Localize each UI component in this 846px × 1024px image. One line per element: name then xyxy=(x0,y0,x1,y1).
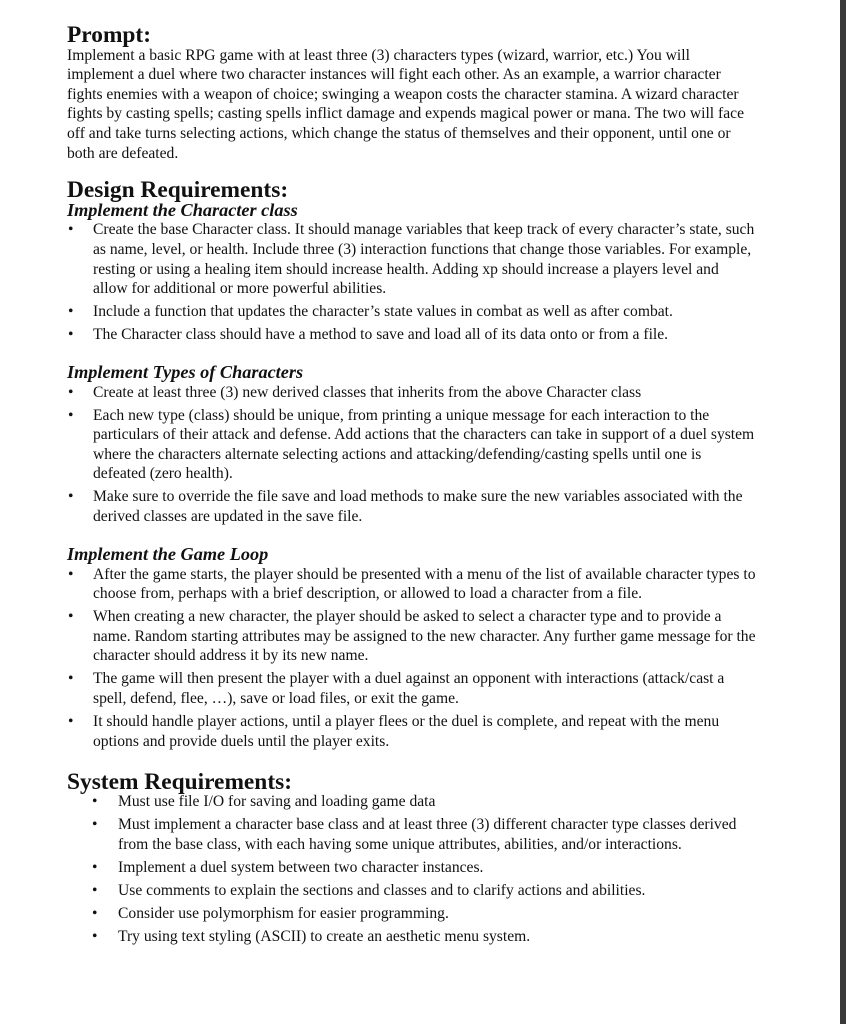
design-requirements-heading: Design Requirements: xyxy=(67,177,289,204)
list-item: • Must implement a character base class and at least three (3) different character type classes derived from the base class, with each having some unique attributes, abilities, and/or interactions. xyxy=(67,815,757,854)
list-item: • Each new type (class) should be unique, from printing a unique message for each interaction to the particulars of their attack and defense. Add actions that the characters can take in support of a duel system where the characters alternate selecting actions and attacking/defending/casting spells until one is defeated (zero health). xyxy=(67,406,757,484)
character-class-title: Implement the Character class xyxy=(67,199,298,220)
list-item: • Make sure to override the file save and load methods to make sure the new variables associated with the derived classes are updated in the save file. xyxy=(67,487,757,526)
list-item: • The Character class should have a method to save and load all of its data onto or from a file. xyxy=(67,325,757,345)
list-item: • It should handle player actions, until a player flees or the duel is complete, and repeat with the menu options and provide duels until the player exits. xyxy=(67,712,757,751)
system-requirements-list xyxy=(67,792,757,946)
list-item: • Create the base Character class. It should manage variables that keep track of every character’s state, such as name, level, or health. Include three (3) interaction functions that change those variables. For example, resting or using a healing item should increase health. Adding xp should increase a players level and allow for additional or more powerful abilities. xyxy=(67,220,757,298)
list-item: • Include a function that updates the character’s state values in combat as well as after combat. xyxy=(67,302,757,322)
character-types-title: Implement Types of Characters xyxy=(67,362,304,383)
list-item: • Use comments to explain the sections and classes and to clarify actions and abilities. xyxy=(67,881,757,901)
design-requirements-section xyxy=(67,177,757,751)
system-requirements-heading: System Requirements: xyxy=(67,768,292,795)
game-loop-list xyxy=(67,565,757,752)
list-item: • After the game starts, the player should be presented with a menu of the list of available character types to choose from, perhaps with a brief description, or allowed to load a character from a file. xyxy=(67,565,757,604)
character-class-list xyxy=(67,220,757,344)
document-page xyxy=(67,22,757,950)
list-item: • Create at least three (3) new derived classes that inherits from the above Character class xyxy=(67,383,757,403)
list-item: • Try using text styling (ASCII) to create an aesthetic menu system. xyxy=(67,927,757,947)
page-edge-border xyxy=(840,0,846,1024)
system-requirements-section xyxy=(67,768,757,947)
list-item: • The game will then present the player with a duel against an opponent with interactions (attack/cast a spell, defend, flee, …), save or load files, or exit the game. xyxy=(67,669,757,708)
character-class-subsection xyxy=(67,201,757,345)
prompt-section xyxy=(67,22,757,163)
character-types-subsection xyxy=(67,363,757,527)
prompt-text: Implement a basic RPG game with at least three (3) characters types (wizard, warrior, etc.) You will implement a duel where two character instances will fight each other. As an example, a warrior character fights enemies with a weapon of choice; swinging a weapon costs the character stamina. A wizard character fights by casting spells; casting spells inflict damage and expends magical power or mana. The two will face off and take turns selecting actions, which change the status of themselves and their opponent, until one or both are defeated. xyxy=(67,46,744,162)
list-item: • When creating a new character, the player should be asked to select a character type and to provide a name. Random starting attributes may be assigned to the new character. Any further game message for the character should address it by its new name. xyxy=(67,607,757,666)
list-item: • Consider use polymorphism for easier programming. xyxy=(67,904,757,924)
list-item: • Must use file I/O for saving and loading game data xyxy=(67,792,757,812)
game-loop-title: Implement the Game Loop xyxy=(67,544,269,564)
game-loop-subsection xyxy=(67,545,757,751)
list-item: • Implement a duel system between two character instances. xyxy=(67,858,757,878)
character-types-list xyxy=(67,383,757,527)
prompt-heading: Prompt: xyxy=(67,22,152,48)
